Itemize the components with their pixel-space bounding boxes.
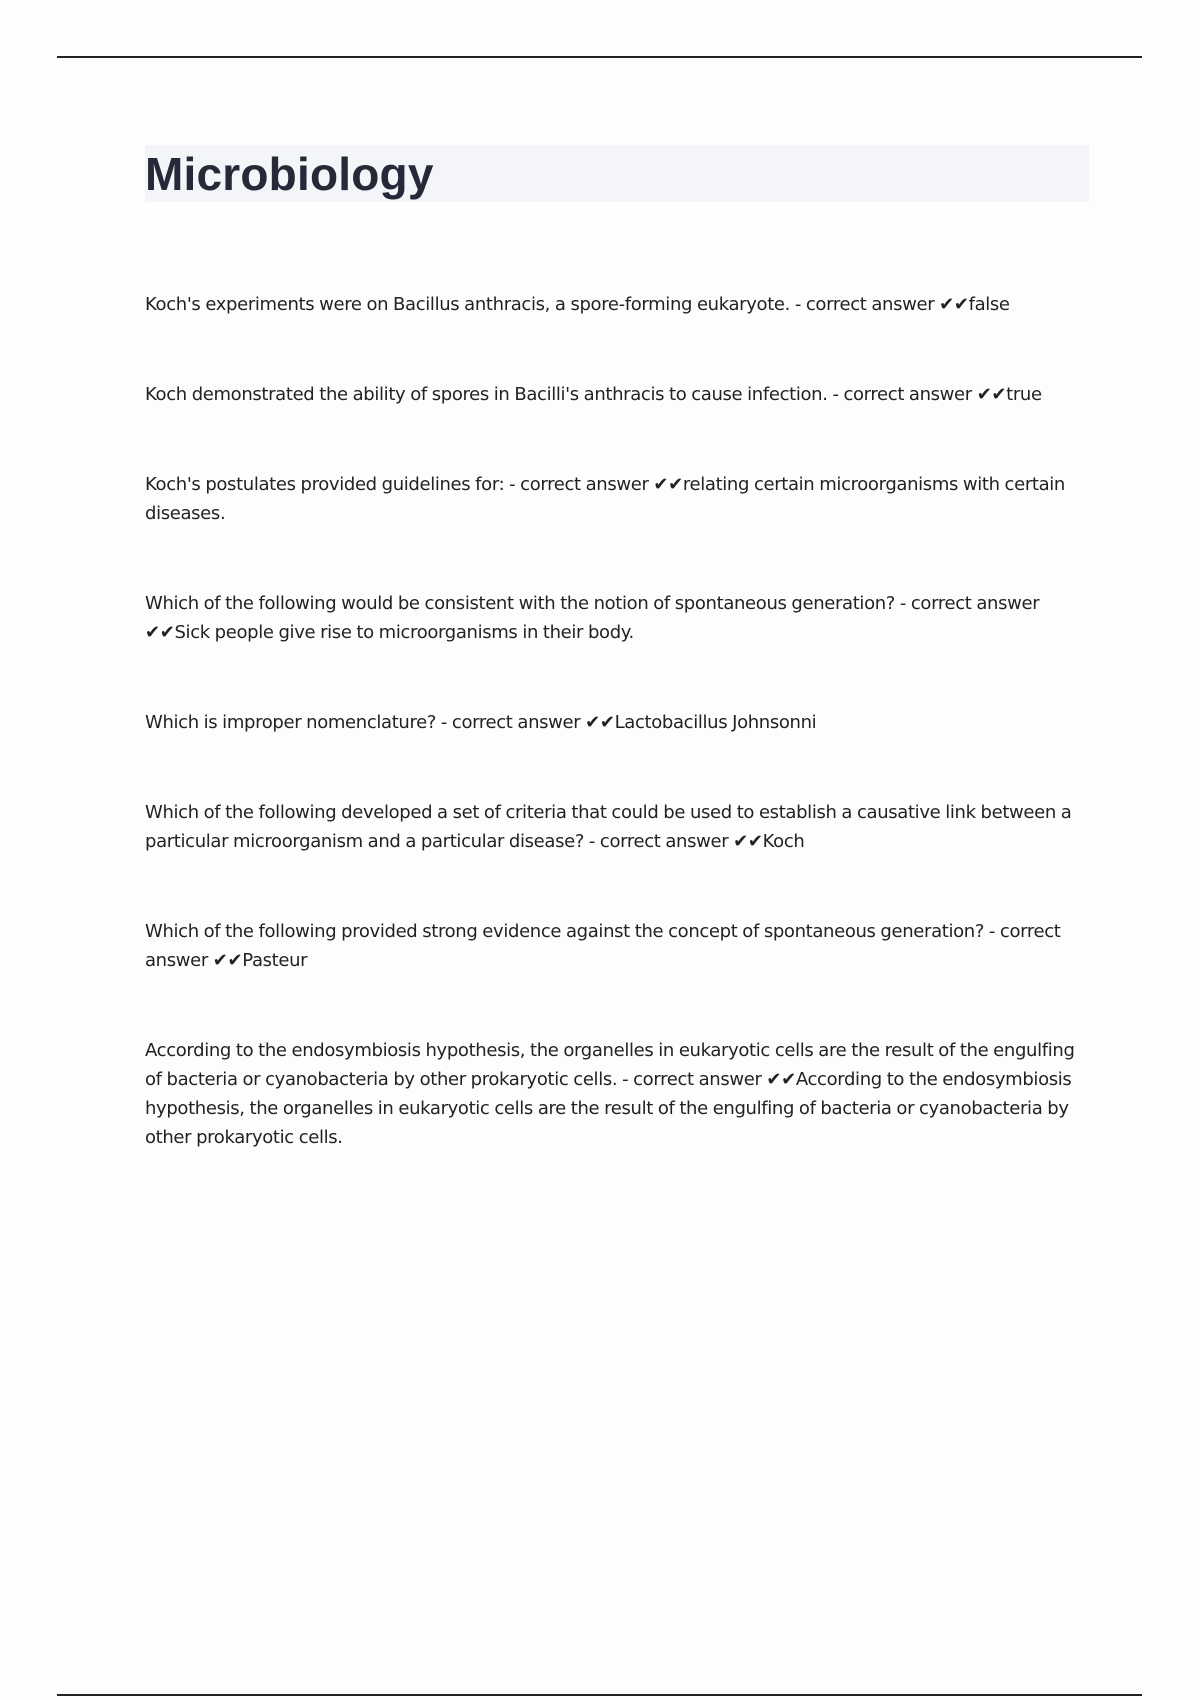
qa-item-3: Koch's postulates provided guidelines for: - correct answer ✔✔relating certain microorganisms with certain diseases. [145, 474, 1065, 524]
qa-item-5: Which is improper nomenclature? - correct answer ✔✔Lactobacillus Johnsonni [145, 712, 817, 733]
qa-item-2: Koch demonstrated the ability of spores in Bacilli's anthracis to cause infection. - correct answer ✔✔true [145, 384, 1042, 405]
qa-item-6: Which of the following developed a set of criteria that could be used to establish a causative link between a particular microorganism and a particular disease? - correct answer ✔✔Koch [145, 802, 1072, 852]
qa-item-4: Which of the following would be consistent with the notion of spontaneous generation? - correct answer ✔✔Sick people give rise to microorganisms in their body. [145, 593, 1040, 643]
qa-item-7: Which of the following provided strong evidence against the concept of spontaneous generation? - correct answer ✔✔Pasteur [145, 921, 1061, 971]
bottom-rule [57, 1694, 1142, 1696]
qa-list [145, 290, 1095, 1213]
qa-item-1: Koch's experiments were on Bacillus anthracis, a spore-forming eukaryote. - correct answer ✔✔false [145, 294, 1010, 315]
page-title: Microbiology [145, 148, 434, 200]
top-rule [57, 56, 1142, 58]
qa-item-8: According to the endosymbiosis hypothesis, the organelles in eukaryotic cells are the result of the engulfing of bacteria or cyanobacteria by other prokaryotic cells. - correct answer ✔✔According to the endosymbiosis hypothesis, the organelles in eukaryotic cells are the result of the engulfing of bacteria or cyanobacteria by other prokaryotic cells. [145, 1040, 1075, 1148]
